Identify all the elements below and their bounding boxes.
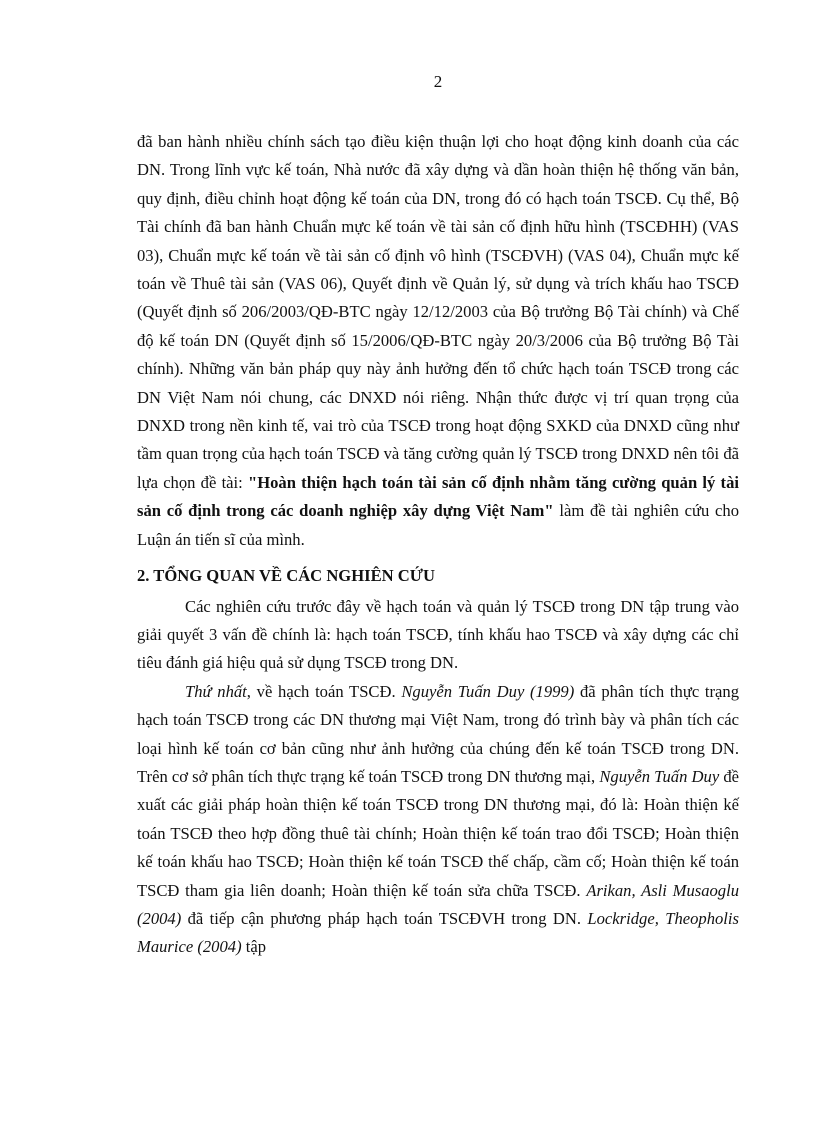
body-text [137,128,739,962]
page-number: 2 [433,72,443,91]
citation-author: Nguyễn Tuấn Duy [599,766,720,786]
intro-text-end: làm đề tài nghiên cứu cho Luận án tiến sĩ của mình. [137,501,739,549]
text-segment: tập [241,937,267,957]
intro-text: đã ban hành nhiều chính sách tạo điều kiện thuận lợi cho hoạt động kinh doanh của các DN. Trong lĩnh vực kế toán, Nhà nước đã xây dựng và dần hoàn thiện hệ thống văn bản, quy định, điều chỉnh hoạt động kế toán của DN, trong đó có hạch toán TSCĐ. Cụ thể, Bộ Tài chính đã ban hành Chuẩn mực kế toán về tài sản cố định hữu hình (TSCĐHH) (VAS 03), Chuẩn mực kế toán về tài sản cố định vô hình (TSCĐVH) (VAS 04), Chuẩn mực kế toán về Thuê tài sản (VAS 06), Quyết định về Quản lý, sử dụng và trích khấu hao TSCĐ (Quyết định số 206/2003/QĐ-BTC ngày 12/12/2003 của Bộ trưởng Bộ Tài chính) và Chế độ kế toán DN (Quyết định số 15/2006/QĐ-BTC ngày 20/3/2006 của Bộ trưởng Bộ Tài chính). Những văn bản pháp quy này ảnh hưởng đến tổ chức hạch toán TSCĐ trong các DN Việt Nam nói chung, các DNXD nói riêng. Nhận thức được vị trí quan trọng của DNXD trong nền kinh tế, vai trò của TSCĐ trong hoạt động SXKD của DNXD cũng như tầm quan trọng của hạch toán TSCĐ và tăng cường quản lý TSCĐ trong DNXD nên tôi đã lựa chọn đề tài: [137,132,739,492]
first-label: Thứ nhất [185,681,247,701]
thesis-title: "Hoàn thiện hạch toán tài sản cố định nhằm tăng cường quản lý tài sản cố định trong các doanh nghiệp xây dựng Việt Nam" [137,472,739,521]
section-heading: 2. TỔNG QUAN VỀ CÁC NGHIÊN CỨU [137,566,435,586]
text-segment: đã tiếp cận phương pháp hạch toán TSCĐVH trong DN. [181,908,588,928]
paragraph-overview: Các nghiên cứu trước đây về hạch toán và quản lý TSCĐ trong DN tập trung vào giải quyết 3 vấn đề chính là: hạch toán TSCĐ, tính khấu hao TSCĐ và xây dựng các chỉ tiêu đánh giá hiệu quả sử dụng TSCĐ trong DN. [137,596,739,673]
text-segment: đề xuất các giải pháp hoàn thiện kế toán TSCĐ trong DN thương mại, đó là: Hoàn thiện kế toán TSCĐ theo hợp đồng thuê tài chính; Hoàn thiện kế toán trao đổi TSCĐ; Hoàn thiện kế toán khấu hao TSCĐ; Hoàn thiện kế toán TSCĐ thế chấp, cầm cố; Hoàn thiện kế toán TSCĐ tham gia liên doanh; Hoàn thiện kế toán sửa chữa TSCĐ. [137,766,739,900]
paragraph-first [137,678,739,962]
text-segment: đã phân tích thực trạng hạch toán TSCĐ trong các DN thương mại Việt Nam, trong đó trình bày và phân tích các loại hình kế toán cơ bản cũng như ảnh hưởng của chúng đến kế toán TSCĐ trong DN. Trên cơ sở phân tích thực trạng kế toán TSCĐ trong DN thương mại, [137,681,739,786]
paragraph-intro [137,128,739,554]
citation-author: Arikan, Asli Musaoglu (2004) [137,880,740,928]
text-segment: , về hạch toán TSCĐ. [246,681,402,701]
citation-author: Nguyễn Tuấn Duy (1999) [401,681,575,701]
citation-author: Lockridge, Theopholis Maurice (2004) [137,908,739,957]
